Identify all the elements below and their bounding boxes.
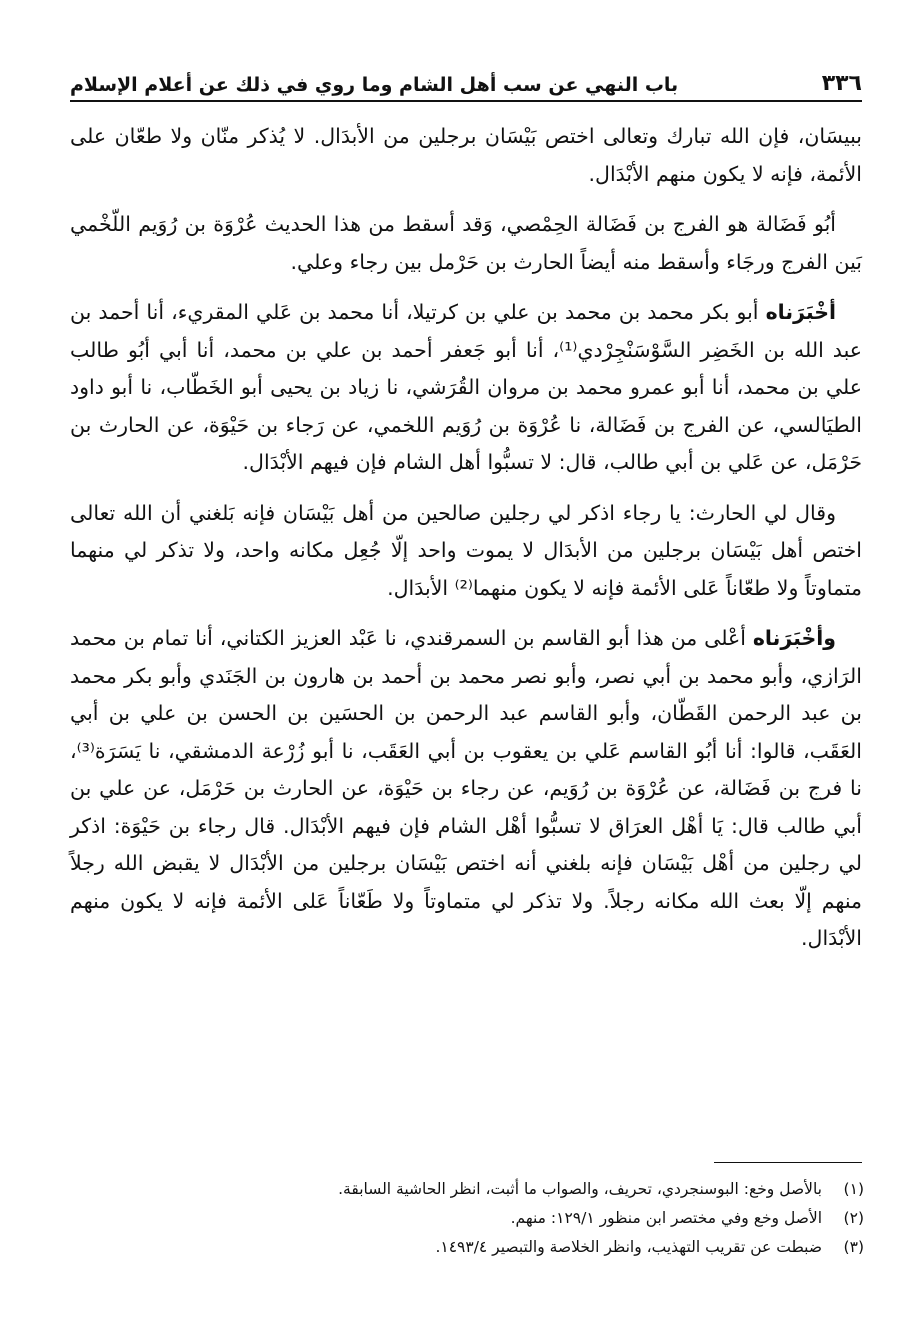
paragraph-2 [70,206,862,281]
footnote-2 [70,1205,864,1232]
paragraph-text: أبُو فَضَالة هو الفرج بن فَضَالة الحِمْصي، وَقد أسقط من هذا الحديث عُرْوَة بن رُوَيم اللّخْمي بَين الفرج ورجَاء وأسقط منه أيضاً الحارث بن حَرْمل بين رجاء وعلي. [70,212,862,274]
paragraph-lead: أخْبَرَناه [765,300,836,324]
paragraph-4 [70,495,862,608]
footnote-number: (١) [843,1180,864,1198]
page-number: ٣٣٦ [821,71,862,96]
paragraph-text: وقال لي الحارث: يا رجاء اذكر لي رجلين صالحين من أهل بَيْسَان فإنه بَلغني أن الله تعالى اختص أهل بَيْسَان برجلين من الأبدَال لا يموت واحد إلّا جُعِل مكانه واحد، ولا تذكر لي منهما متماوتاً ولا طعّاناً عَلى الأئمة فإنه لا يكون منهما⁽²⁾ الأبدَال. [70,500,862,600]
paragraph-5 [70,620,862,958]
paragraph-3 [70,294,862,482]
footnote-number: (٢) [843,1209,864,1227]
paragraph-text: ببيسَان، فإن الله تبارك وتعالى اختص بَيْسَان برجلين من الأبدَال. لا يُذكر منّان ولا طعّان على الأئمة، فإنه لا يكون منهم الأبْدَال. [70,124,862,186]
main-text [70,118,862,971]
footnote-text: ضبطت عن تقريب التهذيب، وانظر الخلاصة والتبصير ١٤٩٣/٤. [435,1238,822,1256]
paragraph-1 [70,118,862,193]
footnote-3 [70,1234,864,1261]
paragraph-text: أبو بكر محمد بن محمد بن علي بن كرتيلا، أنا محمد بن عَلي المقريء، أنا أحمد بن عبد الله بن الخَضِر السَّوْسَنْجِرْدي⁽¹⁾، أنا أبو جَعفر أحمد بن علي بن محمد، أنا أبي أبُو طالب علي بن محمد، أنا أبو عمرو محمد بن مروان القُرَشي، نا زياد بن يحيى أبو الخَطّاب، نا أبو داود الطيَالسي، عن الفرج بن فَضَالة، نا عُرْوَة بن رُوَيم اللخمي، عن رَجاء بن حَيْوَة، عن الحارث بن حَرْمَل، عن عَلي بن أبي طالب، قال: لا تسبُّوا أهل الشام فإن فيهم الأبْدَال. [70,300,862,474]
running-title: باب النهي عن سب أهل الشام وما روي في ذلك عن أعلام الإسلام [70,74,679,96]
footnote-text: بالأصل وخع: البوسنجردي، تحريف، والصواب ما أثبت، انظر الحاشية السابقة. [338,1180,822,1198]
footnotes [70,1176,864,1263]
footnote-text: الأصل وخع وفي مختصر ابن منظور ١٢٩/١: منهم. [510,1209,822,1227]
footnote-separator [714,1162,862,1163]
footnote-number: (٣) [843,1238,864,1256]
footnote-1 [70,1176,864,1203]
paragraph-lead: وأخْبَرَناه [752,626,836,650]
page-header [70,62,862,102]
paragraph-text: أعْلى من هذا أبو القاسم بن السمرقندي، نا عَبْد العزيز الكتاني، أنا تمام بن محمد الرَازي، وأبو محمد بن أبي نصر، وأبو نصر محمد بن أحمد بن هارون بن الجَنَدي وأبو بكر محمد بن عبد الرحمن القَطّان، وأبو القاسم عبد الرحمن بن الحسَين بن الحسن بن علي بن أبي العَقَب، قالوا: أنا أبُو القاسم عَلي بن يعقوب بن أبي العَقَب، نا أبو زُرْعة الدمشقي، نا يَسَرَة⁽³⁾، نا فرج بن فَضَالة، عن عُرْوَة بن رُوَيم، عن رجاء بن حَيْوَة، عن الحارث بن حَرْمَل، عن علي بن أبي طالب قال: يَا أهْل العرَاق لا تسبُّوا أهْل الشام فإن فيهم الأبْدَال. قال رجاء بن حَيْوَة: اذكر لي رجلين من أهْل بَيْسَان فإنه بلغني أنه اختص بَيْسَان برجلين من الأبْدَال لا يقبض الله رجلاً منهم إلّا بعث الله مكانه رجلاً. ولا تذكر لي متماوتاً ولا طَعّاناً عَلى الأئمة فإنه لا يكون منهم الأبْدَال. [70,626,862,950]
